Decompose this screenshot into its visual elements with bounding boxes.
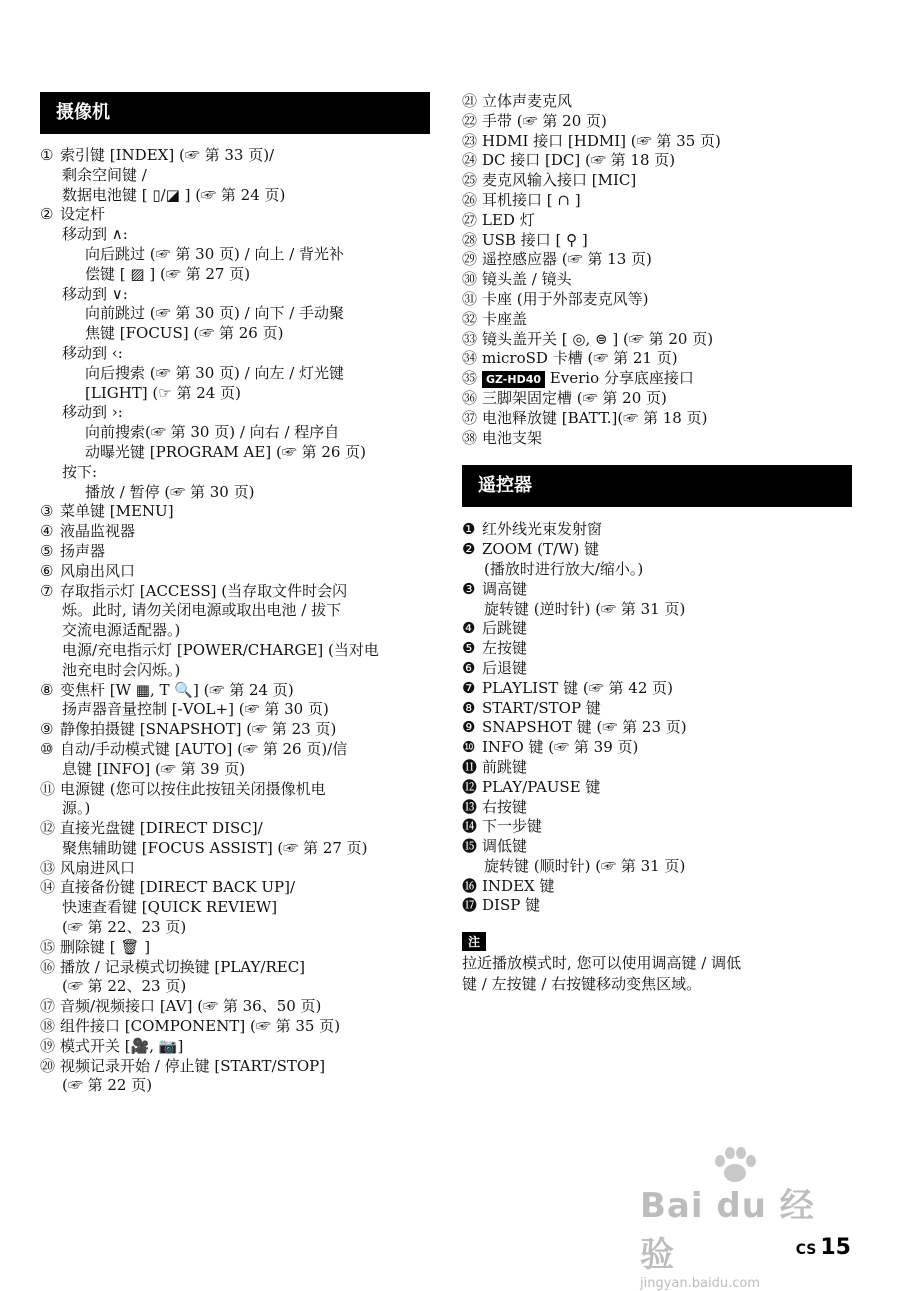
item-text: 调高键 — [482, 579, 528, 598]
item-text: 组件接口 [COMPONENT] (☞ 第 35 页) — [60, 1017, 341, 1036]
list-item — [462, 718, 852, 738]
item-number: ⑧ — [40, 680, 54, 699]
list-item — [40, 344, 430, 364]
list-item — [462, 191, 852, 211]
item-number: ⑯ — [40, 957, 56, 976]
list-item — [40, 384, 430, 404]
item-text: 镜头盖开关 [ ◎, ⊜ ] (☞ 第 20 页) — [482, 329, 714, 348]
item-text: 播放 / 暂停 (☞ 第 30 页) — [85, 482, 255, 501]
list-item — [40, 146, 430, 166]
item-text: 扬声器音量控制 [-VOL+] (☞ 第 30 页) — [62, 700, 329, 719]
item-number: ⓫ — [462, 757, 478, 776]
item-number: ① — [40, 146, 54, 164]
item-text: 变焦杆 [W ▦, T 🔍] (☞ 第 24 页) — [60, 680, 294, 699]
item-text: 模式开关 [🎥, 📷] — [60, 1036, 184, 1055]
item-text: 红外线光束发射窗 — [482, 520, 603, 539]
list-item — [462, 560, 852, 580]
item-number: ⑮ — [40, 937, 56, 956]
list-item — [40, 938, 430, 958]
list-item — [40, 542, 430, 562]
item-text: 后跳键 — [482, 619, 528, 638]
list-item — [40, 423, 430, 443]
item-number: ㊱ — [462, 388, 478, 407]
list-item — [462, 112, 852, 132]
item-number: ② — [40, 205, 54, 224]
item-text: 电池释放键 [BATT.](☞ 第 18 页) — [482, 408, 708, 427]
item-text: 动曝光键 [PROGRAM AE] (☞ 第 26 页) — [85, 442, 367, 461]
item-text: 旋转键 (逆时针) (☞ 第 31 页) — [484, 599, 686, 618]
list-item — [462, 520, 852, 540]
list-item — [462, 270, 852, 290]
item-text: 直接备份键 [DIRECT BACK UP]/ — [60, 878, 296, 897]
list-item — [462, 896, 852, 916]
list-item — [40, 403, 430, 423]
item-number: ⑬ — [40, 858, 56, 877]
item-text: 后退键 — [482, 658, 528, 677]
item-number: ⑤ — [40, 541, 54, 560]
item-text: 遥控感应器 (☞ 第 13 页) — [482, 250, 652, 269]
list-item — [40, 898, 430, 918]
item-number: ㉑ — [462, 92, 478, 110]
item-text: START/STOP 键 — [482, 698, 601, 717]
list-item — [40, 681, 430, 701]
list-item — [462, 211, 852, 231]
item-text: 旋转键 (顺时针) (☞ 第 31 页) — [484, 856, 686, 875]
list-item — [40, 324, 430, 344]
list-item — [40, 839, 430, 859]
item-text: (☞ 第 22、23 页) — [62, 977, 187, 996]
item-number: ⑲ — [40, 1036, 56, 1055]
item-text: 删除键 [ 🗑 ] — [60, 937, 151, 956]
list-item — [40, 502, 430, 522]
list-item — [40, 483, 430, 503]
list-item — [40, 819, 430, 839]
item-number: ⑪ — [40, 779, 56, 798]
item-text: 向前搜索(☞ 第 30 页) / 向右 / 程序自 — [85, 423, 340, 442]
item-number: ③ — [40, 502, 54, 521]
item-text: 卡座 (用于外部麦克风等) — [482, 289, 649, 308]
item-text: DC 接口 [DC] (☞ 第 18 页) — [482, 151, 676, 170]
item-text: 镜头盖 / 镜头 — [482, 270, 572, 289]
section-header-camera: 摄像机 — [40, 92, 430, 134]
item-text: 聚焦辅助键 [FOCUS ASSIST] (☞ 第 27 页) — [62, 838, 368, 857]
item-number: ㉟ — [462, 369, 478, 388]
list-item — [40, 997, 430, 1017]
item-number: ㉗ — [462, 210, 478, 229]
list-item — [462, 409, 852, 429]
list-item — [462, 151, 852, 171]
list-item — [40, 740, 430, 760]
item-number: ㉘ — [462, 230, 478, 249]
item-text: 手带 (☞ 第 20 页) — [482, 111, 607, 130]
list-item — [462, 389, 852, 409]
note-text — [462, 953, 852, 995]
item-number: ⑨ — [40, 720, 54, 739]
list-item — [462, 92, 852, 112]
item-number: ❷ — [462, 540, 476, 559]
list-item — [462, 639, 852, 659]
item-text: (☞ 第 22 页) — [62, 1076, 153, 1095]
item-text: 烁。此时, 请勿关闭电源或取出电池 / 拔下 — [62, 601, 342, 620]
list-item — [462, 857, 852, 877]
item-text: 偿键 [ ▨ ] (☞ 第 27 页) — [85, 264, 251, 283]
item-text: 自动/手动模式键 [AUTO] (☞ 第 26 页)/信 — [60, 739, 348, 758]
list-item — [462, 738, 852, 758]
item-text: 前跳键 — [482, 757, 528, 776]
list-item — [462, 171, 852, 191]
list-item — [40, 265, 430, 285]
list-item — [462, 619, 852, 639]
item-number: ❸ — [462, 579, 476, 598]
list-item — [40, 186, 430, 206]
item-number: ⓰ — [462, 876, 478, 895]
item-text: 焦键 [FOCUS] (☞ 第 26 页) — [85, 324, 284, 343]
section-header-remote: 遥控器 — [462, 465, 852, 507]
item-text: 风扇出风口 — [60, 561, 136, 580]
page-footer — [796, 1235, 851, 1260]
list-item — [462, 250, 852, 270]
item-text: 向前跳过 (☞ 第 30 页) / 向下 / 手动聚 — [85, 304, 345, 323]
list-item — [462, 369, 852, 389]
item-text: PLAYLIST 键 (☞ 第 42 页) — [482, 678, 673, 697]
item-text: 音频/视频接口 [AV] (☞ 第 36、50 页) — [60, 997, 322, 1016]
item-text: 设定杆 — [60, 205, 106, 224]
list-item — [40, 700, 430, 720]
list-item — [40, 621, 430, 641]
camera-parts-list — [40, 146, 430, 1096]
item-text: 剩余空间键 / — [62, 165, 147, 184]
item-text: 电池支架 — [482, 428, 543, 447]
list-item — [462, 659, 852, 679]
item-text: 按下: — [62, 462, 98, 481]
item-text: 移动到 ∨: — [62, 284, 128, 303]
item-text: 左按键 — [482, 639, 528, 658]
list-item — [462, 310, 852, 330]
item-text: 移动到 ‹: — [62, 343, 123, 362]
list-item — [40, 522, 430, 542]
item-number: ❶ — [462, 520, 476, 539]
item-text: 索引键 [INDEX] (☞ 第 33 页)/ — [60, 146, 275, 164]
item-text: 液晶监视器 — [60, 522, 136, 541]
note-line: 拉近播放模式时, 您可以使用调高键 / 调低 — [462, 954, 742, 973]
item-number: ㊲ — [462, 408, 478, 427]
watermark-logo: Bai du 经验 — [640, 1186, 815, 1275]
paw-icon — [710, 1146, 760, 1186]
right-column — [462, 0, 852, 995]
item-number: ⑱ — [40, 1017, 56, 1036]
list-item — [40, 364, 430, 384]
list-item — [40, 859, 430, 879]
item-number: ⑫ — [40, 819, 56, 838]
item-number: ⑰ — [40, 997, 56, 1016]
list-item — [40, 958, 430, 978]
list-item — [40, 245, 430, 265]
language-code: CS — [795, 1242, 817, 1258]
item-text: 快速查看键 [QUICK REVIEW] — [62, 898, 278, 917]
item-text: INDEX 键 — [482, 876, 555, 895]
item-number: ❹ — [462, 619, 476, 638]
item-text: (播放时进行放大/缩小。) — [484, 559, 644, 578]
item-number: ㉒ — [462, 111, 478, 130]
item-number: ㉚ — [462, 270, 478, 289]
watermark-url: jingyan.baidu.com — [640, 1276, 760, 1291]
model-tag: GZ-HD40 — [482, 371, 545, 388]
item-text: 交流电源适配器。) — [62, 621, 181, 640]
page-number: 15 — [820, 1235, 851, 1260]
list-item — [40, 443, 430, 463]
item-number: ㉞ — [462, 349, 478, 368]
item-text: 息键 [INFO] (☞ 第 39 页) — [62, 759, 246, 778]
list-item — [462, 817, 852, 837]
item-text: 调低键 — [482, 837, 528, 856]
item-text: 存取指示灯 [ACCESS] (当存取文件时会闪 — [60, 581, 348, 600]
list-item — [40, 878, 430, 898]
list-item — [40, 641, 430, 661]
item-number: ㉛ — [462, 289, 478, 308]
item-text: 菜单键 [MENU] — [60, 502, 174, 521]
item-number: ⓯ — [462, 837, 478, 856]
list-item — [40, 463, 430, 483]
item-text: SNAPSHOT 键 (☞ 第 23 页) — [482, 718, 687, 737]
note-label: 注 — [462, 932, 486, 951]
item-number: ⑥ — [40, 561, 54, 580]
list-item — [40, 780, 430, 800]
list-item — [462, 330, 852, 350]
list-item — [40, 799, 430, 819]
item-text: 播放 / 记录模式切换键 [PLAY/REC] — [60, 957, 306, 976]
item-text: 扬声器 — [60, 541, 106, 560]
item-text: 移动到 ∧: — [62, 225, 128, 244]
item-number: ⓱ — [462, 896, 478, 915]
list-item — [40, 1037, 430, 1057]
item-text: (☞ 第 22、23 页) — [62, 918, 187, 937]
list-item — [462, 798, 852, 818]
item-text: 静像拍摄键 [SNAPSHOT] (☞ 第 23 页) — [60, 720, 337, 739]
item-text: 直接光盘键 [DIRECT DISC]/ — [60, 819, 263, 838]
list-item — [40, 918, 430, 938]
item-text: HDMI 接口 [HDMI] (☞ 第 35 页) — [482, 131, 721, 150]
item-text: 向后跳过 (☞ 第 30 页) / 向上 / 背光补 — [85, 244, 345, 263]
list-item — [40, 582, 430, 602]
list-item — [462, 290, 852, 310]
note-line: 键 / 左按键 / 右按键移动变焦区域。 — [462, 975, 702, 994]
list-item — [40, 601, 430, 621]
item-number: ㉙ — [462, 250, 478, 269]
item-text: 耳机接口 [ ∩ ] — [482, 190, 581, 209]
item-text: 池充电时会闪烁。) — [62, 660, 181, 679]
list-item — [40, 977, 430, 997]
item-text: LED 灯 — [482, 210, 535, 229]
list-item — [40, 1017, 430, 1037]
item-number: ⑦ — [40, 581, 54, 600]
list-item — [462, 132, 852, 152]
list-item — [40, 285, 430, 305]
item-number: ❺ — [462, 639, 476, 658]
item-text: Everio 分享底座接口 — [545, 369, 694, 388]
item-text: 卡座盖 — [482, 309, 528, 328]
list-item — [40, 225, 430, 245]
list-item — [462, 600, 852, 620]
item-text: 源。) — [62, 799, 91, 818]
item-number: ❽ — [462, 698, 476, 717]
item-text: 右按键 — [482, 797, 528, 816]
item-number: ⑳ — [40, 1056, 56, 1075]
item-text: 视频记录开始 / 停止键 [START/STOP] — [60, 1056, 326, 1075]
item-number: ⓬ — [462, 777, 478, 796]
item-number: ⑩ — [40, 739, 54, 758]
item-text: 下一步键 — [482, 817, 543, 836]
item-text: DISP 键 — [482, 896, 541, 915]
list-item — [40, 720, 430, 740]
list-item — [462, 580, 852, 600]
camera-parts-list-continued — [462, 92, 852, 448]
list-item — [40, 760, 430, 780]
list-item — [462, 679, 852, 699]
item-number: ❻ — [462, 658, 476, 677]
item-number: ⑭ — [40, 878, 56, 897]
list-item — [462, 429, 852, 449]
item-text: 移动到 ›: — [62, 403, 123, 422]
item-text: PLAY/PAUSE 键 — [482, 777, 601, 796]
item-number: ㉕ — [462, 171, 478, 190]
remote-parts-list — [462, 520, 852, 916]
item-number: ⓮ — [462, 817, 478, 836]
item-text: 电源键 (您可以按住此按钮关闭摄像机电 — [60, 779, 326, 798]
item-number: ㉓ — [462, 131, 478, 150]
item-text: 立体声麦克风 — [482, 92, 573, 110]
item-text: INFO 键 (☞ 第 39 页) — [482, 738, 639, 757]
list-item — [462, 349, 852, 369]
item-number: ❼ — [462, 678, 476, 697]
item-number: ④ — [40, 522, 54, 541]
list-item — [462, 758, 852, 778]
item-text: microSD 卡槽 (☞ 第 21 页) — [482, 349, 678, 368]
item-text: 数据电池键 [ ▯/◪ ] (☞ 第 24 页) — [62, 185, 286, 204]
item-text: USB 接口 [ ⚲ ] — [482, 230, 588, 249]
item-number: ❿ — [462, 738, 476, 757]
list-item — [40, 1076, 430, 1096]
list-item — [462, 778, 852, 798]
item-number: ㉜ — [462, 309, 478, 328]
list-item — [40, 304, 430, 324]
item-text: 麦克风输入接口 [MIC] — [482, 171, 637, 190]
item-text: 向后搜索 (☞ 第 30 页) / 向左 / 灯光键 — [85, 363, 345, 382]
left-column — [40, 0, 430, 1096]
list-item — [40, 661, 430, 681]
list-item — [40, 205, 430, 225]
list-item — [462, 877, 852, 897]
list-item — [40, 166, 430, 186]
item-number: ㊳ — [462, 428, 478, 447]
item-text: 电源/充电指示灯 [POWER/CHARGE] (当对电 — [62, 640, 379, 659]
list-item — [40, 1057, 430, 1077]
item-text: [LIGHT] (☞ 第 24 页) — [85, 383, 241, 402]
item-text: 三脚架固定槽 (☞ 第 20 页) — [482, 388, 667, 407]
list-item — [462, 540, 852, 560]
list-item — [462, 231, 852, 251]
list-item — [462, 699, 852, 719]
list-item — [40, 562, 430, 582]
item-number: ㉝ — [462, 329, 478, 348]
item-number: ⓭ — [462, 797, 478, 816]
list-item — [462, 837, 852, 857]
item-number: ❾ — [462, 718, 476, 737]
item-number: ㉔ — [462, 151, 478, 170]
item-number: ㉖ — [462, 190, 478, 209]
item-text: 风扇进风口 — [60, 858, 136, 877]
item-text: ZOOM (T/W) 键 — [482, 540, 600, 559]
